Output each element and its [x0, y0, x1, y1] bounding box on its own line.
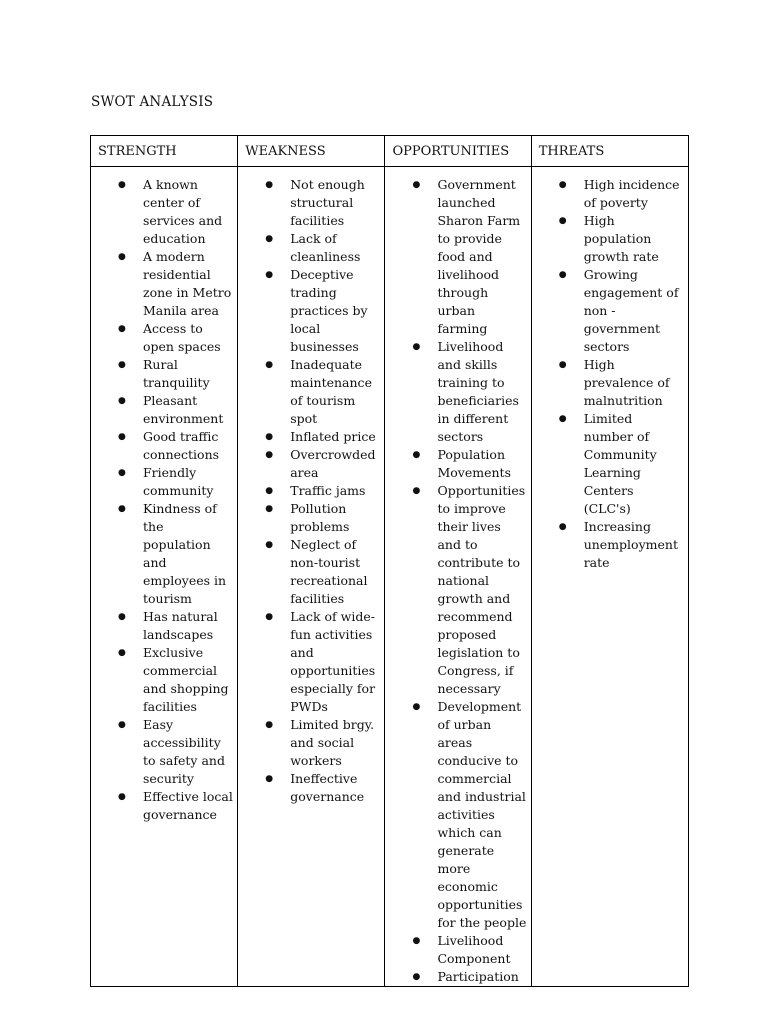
strength-item: ● Exclusive commercial and shopping facilities [99, 644, 233, 716]
strength-item: ● A modern residential zone in Metro Manila area [99, 248, 233, 320]
strength-item: ● Good traffic connections [99, 428, 233, 464]
header-strength: STRENGTH [91, 136, 238, 167]
threats-cell [531, 167, 688, 987]
swot-table [90, 135, 689, 987]
strength-list [91, 167, 237, 824]
weakness-item: ● Not enough structural facilities [246, 176, 380, 230]
threats-item: ● High prevalence of malnutrition [540, 356, 684, 410]
threats-item: ● Increasing unemployment rate [540, 518, 684, 572]
strength-item: ● Access to open spaces [99, 320, 233, 356]
opportunities-item: ● Participation [393, 968, 526, 986]
opportunities-item: ● Livelihood and skills training to beneficiaries in different sectors [393, 338, 526, 446]
opportunities-item: ● Government launched Sharon Farm to provide food and livelihood through urban farming [393, 176, 526, 338]
header-row [91, 136, 689, 167]
weakness-item: ● Deceptive trading practices by local businesses [246, 266, 380, 356]
strength-item: ● Kindness of the population and employees in tourism [99, 500, 233, 608]
weakness-item: ● Ineffective governance [246, 770, 380, 806]
weakness-cell [238, 167, 385, 987]
threats-list [532, 167, 688, 572]
weakness-item: ● Neglect of non-tourist recreational facilities [246, 536, 380, 608]
threats-item: ● High population growth rate [540, 212, 684, 266]
strength-item: ● Has natural landscapes [99, 608, 233, 644]
header-opportunities: OPPORTUNITIES [385, 136, 531, 167]
weakness-item: ● Overcrowded area [246, 446, 380, 482]
opportunities-item: ● Livelihood Component [393, 932, 526, 968]
strength-item: ● Effective local governance [99, 788, 233, 824]
strength-item: ● A known center of services and education [99, 176, 233, 248]
weakness-item: ● Limited brgy. and social workers [246, 716, 380, 770]
opportunities-cell [385, 167, 531, 987]
strength-item: ● Easy accessibility to safety and security [99, 716, 233, 788]
strength-item: ● Pleasant environment [99, 392, 233, 428]
weakness-list [238, 167, 384, 806]
header-threats: THREATS [531, 136, 688, 167]
threats-item: ● High incidence of poverty [540, 176, 684, 212]
opportunities-item: ● Population Movements [393, 446, 526, 482]
threats-item: ● Limited number of Community Learning Centers (CLC's) [540, 410, 684, 518]
content-row [91, 167, 689, 987]
opportunities-item: ● Development of urban areas conducive to commercial and industrial activities which can generate more economic opportunities for the people [393, 698, 526, 932]
weakness-item: ● Traffic jams [246, 482, 380, 500]
weakness-item: ● Lack of wide-fun activities and opportunities especially for PWDs [246, 608, 380, 716]
page-title: SWOT ANALYSIS [91, 94, 214, 110]
threats-item: ● Growing engagement of non - government sectors [540, 266, 684, 356]
weakness-item: ● Inadequate maintenance of tourism spot [246, 356, 380, 428]
weakness-item: ● Lack of cleanliness [246, 230, 380, 266]
strength-cell [91, 167, 238, 987]
strength-item: ● Rural tranquility [99, 356, 233, 392]
weakness-item: ● Pollution problems [246, 500, 380, 536]
weakness-item: ● Inflated price [246, 428, 380, 446]
opportunities-item: ● Opportunities to improve their lives and to contribute to national growth and recommend proposed legislation to Congress, if necessary [393, 482, 526, 698]
opportunities-list [385, 167, 530, 986]
header-weakness: WEAKNESS [238, 136, 385, 167]
strength-item: ● Friendly community [99, 464, 233, 500]
